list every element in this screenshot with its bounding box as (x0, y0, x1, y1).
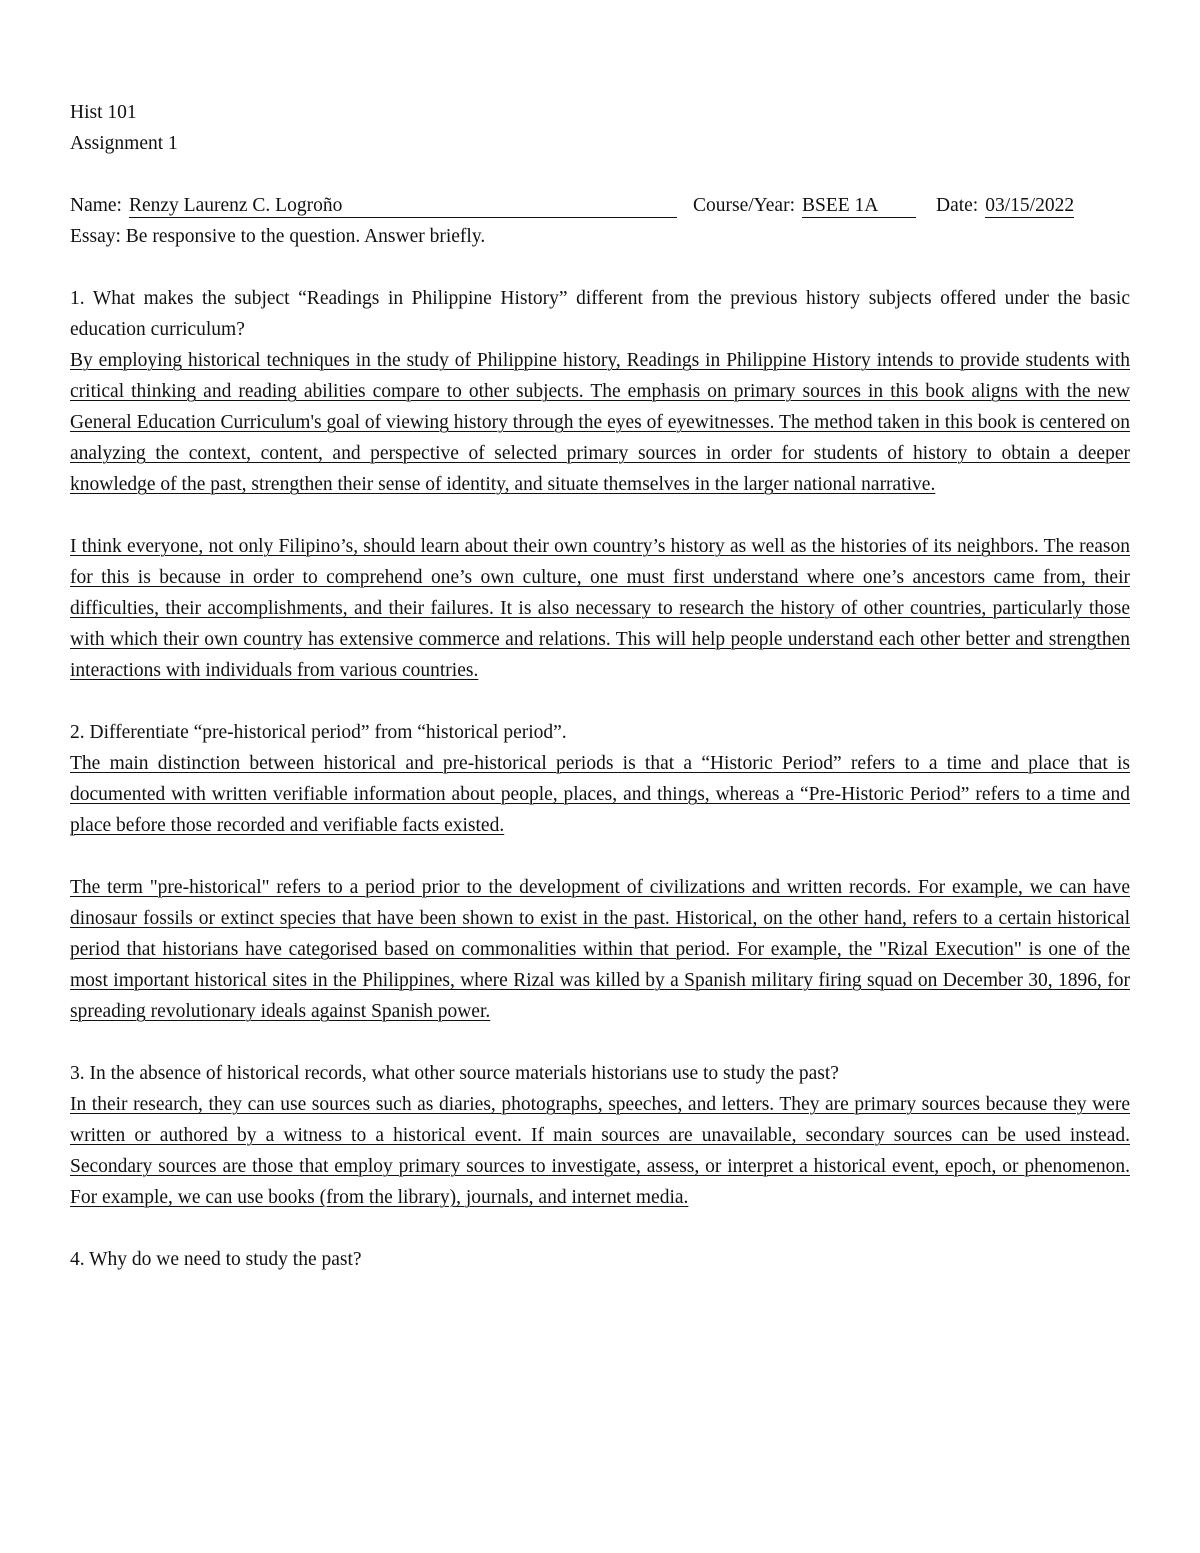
course-field: BSEE 1A (802, 195, 916, 218)
answer-3a: In their research, they can use sources such as diaries, photographs, speeches, and letters. They are primary sources because they were written or authored by a witness to a historical event. If main sources are unavailable, secondary sources can be used instead. Secondary sources are those that employ primary sources to investigate, assess, or interpret a historical event, epoch, or phenomenon. For example, we can use books (from the library), journals, and internet media. (70, 1094, 1130, 1208)
answer-1b: I think everyone, not only Filipino’s, should learn about their own country’s history as well as the histories of its neighbors. The reason for this is because in order to comprehend one’s own culture, one must first understand where one’s ancestors came from, their difficulties, their accomplishments, and their failures. It is also necessary to research the history of other countries, particularly those with which their own country has extensive commerce and relations. This will help people understand each other better and strengthen interactions with individuals from various countries. (70, 536, 1130, 681)
question-2: 2. Differentiate “pre-historical period” from “historical period”. (70, 722, 567, 743)
instructions: Essay: Be responsive to the question. Answer briefly. (70, 226, 486, 247)
question-1: 1. What makes the subject “Readings in Philippine History” different from the previous history subjects offered under the basic education curriculum? (70, 288, 1130, 340)
answer-2b: The term "pre-historical" refers to a period prior to the development of civilizations and written records. For example, we can have dinosaur fossils or extinct species that have been shown to exist in the past. Historical, on the other hand, refers to a certain historical period that historians have categorised based on commonalities within that period. For example, the "Rizal Execution" is one of the most important historical sites in the Philippines, where Rizal was killed by a Spanish military firing squad on December 30, 1896, for spreading revolutionary ideals against Spanish power. (70, 877, 1130, 1022)
name-field: Renzy Laurenz C. Logroño (129, 195, 677, 218)
student-info-row (70, 190, 1130, 221)
question-4: 4. Why do we need to study the past? (70, 1249, 362, 1270)
name-label: Name: (70, 195, 122, 216)
document-page (70, 97, 1130, 1275)
date-label: Date: (936, 195, 979, 216)
answer-1a: By employing historical techniques in the study of Philippine history, Readings in Philippine History intends to provide students with critical thinking and reading abilities compare to other subjects. The emphasis on primary sources in this book aligns with the new General Education Curriculum's goal of viewing history through the eyes of eyewitnesses. The method taken in this book is centered on analyzing the context, content, and perspective of selected primary sources in order for students of history to obtain a deeper knowledge of the past, strengthen their sense of identity, and situate themselves in the larger national narrative. (70, 350, 1130, 495)
date-field: 03/15/2022 (985, 195, 1075, 216)
answer-2a: The main distinction between historical and pre-historical periods is that a “Historic Period” refers to a time and place that is documented with written verifiable information about people, places, and things, whereas a “Pre-Historic Period” refers to a time and place before those recorded and verifiable facts existed. (70, 753, 1130, 836)
course-code: Hist 101 (70, 102, 137, 123)
spacer (70, 159, 1130, 190)
course-label: Course/Year: (692, 195, 795, 216)
assignment-title: Assignment 1 (70, 133, 178, 154)
question-3: 3. In the absence of historical records, what other source materials historians use to study the past? (70, 1063, 839, 1084)
